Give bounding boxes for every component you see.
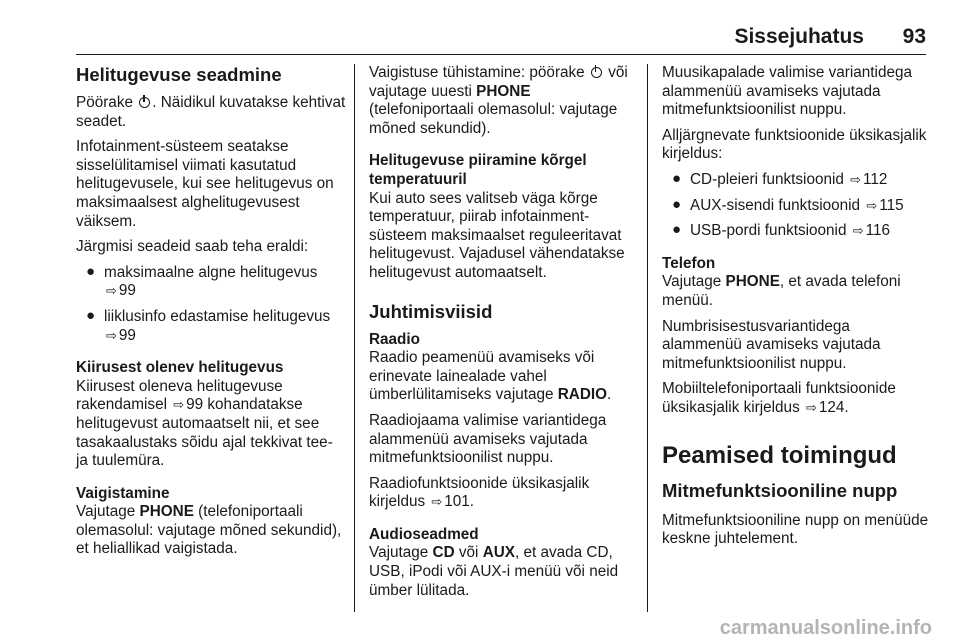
subheading: Audioseadmed — [369, 525, 479, 543]
subheading: Helitugevuse piiramine kõrgel temperatuuril — [369, 152, 587, 188]
paragraph: Infotainment-süsteem seatakse sisselülitamisel viimati kasutatud helitugevusele, kui see helitugevus on maksimaalsest alghelitugevusest väiksem. — [76, 138, 334, 230]
column-divider — [647, 64, 648, 612]
header-rule — [76, 54, 926, 55]
paragraph: Vajutage CD või AUX, et avada CD, USB, iPodi või AUX-i menüü või neid ümber lülitada. — [369, 544, 619, 599]
bullet-icon: ● — [672, 195, 682, 213]
page-ref-icon: ⇨ — [431, 494, 443, 510]
key-label: PHONE — [476, 82, 531, 100]
section-title: Sissejuhatus — [734, 25, 864, 48]
watermark: carmanualsonline.info — [719, 617, 932, 639]
subheading: Vaigistamine — [76, 484, 170, 502]
subheading: Kiirusest olenev helitugevus — [76, 359, 284, 377]
section-heading: Helitugevuse seadmine — [76, 64, 282, 85]
knob-icon — [591, 67, 602, 78]
bullet-list — [76, 264, 346, 345]
page-ref-icon: ⇨ — [866, 197, 878, 213]
paragraph: Järgmisi seadeid saab teha eraldi: — [76, 238, 309, 256]
subheading: Telefon — [662, 254, 716, 272]
key-label: RADIO — [557, 386, 608, 404]
page-ref-icon: ⇨ — [106, 283, 117, 299]
paragraph: Muusikapalade valimise variantidega alammenüü avamiseks vajutada mitmefunktsioonilist nuppu. — [662, 64, 912, 119]
paragraph: Vaigistuse tühistamine: pöörake või vajutage uuesti PHONE (telefoniportaali olemasolul: vajutage mõned sekundid). — [369, 64, 628, 137]
bullet-list — [662, 171, 930, 241]
page-ref[interactable]: 124. — [818, 398, 849, 416]
page-ref-icon: ⇨ — [852, 223, 864, 239]
list-item: ● CD-pleieri funktsioonid ⇨ 112 — [672, 169, 888, 188]
page-ref[interactable]: 101. — [444, 493, 475, 511]
list-item: ● USB-pordi funktsioonid ⇨ 116 — [672, 221, 890, 240]
paragraph: Numbrisisestusvariantidega alammenüü avamiseks vajutada mitmefunktsioonilist nuppu. — [662, 317, 881, 372]
paragraph: Kui auto sees valitseb väga kõrge temperatuur, piirab infotainment-süsteem maksimaalset reguleeritavat helitugevust. Vajadusel vähendatakse helitugevust automaatselt. — [369, 189, 625, 281]
page-ref[interactable]: 99 — [118, 326, 136, 344]
paragraph: Raadio peamenüü avamiseks või erinevate lainealade vahel ümberlülitamiseks vajutage RADIO. — [369, 349, 612, 404]
list-item: ● maksimaalne algne helitugevus ⇨ 99 — [86, 262, 318, 300]
page-ref-icon: ⇨ — [106, 327, 117, 343]
page-ref[interactable]: 99 — [186, 396, 204, 414]
paragraph: Raadiojaama valimise variantidega alammenüü avamiseks vajutada mitmefunktsioonilist nuppu. — [369, 411, 607, 467]
key-label: PHONE — [139, 503, 194, 521]
section-heading: Juhtimisviisid — [369, 300, 493, 322]
key-label: CD — [432, 544, 455, 562]
paragraph: Pöörake . Näidikul kuvatakse kehtivat seadet. — [76, 94, 346, 130]
paragraph: Alljärgnevate funktsioonide üksikasjalik kirjeldus: — [662, 126, 927, 163]
page-ref[interactable]: 116 — [865, 222, 890, 240]
page-number: 93 — [902, 25, 926, 48]
page-ref-icon: ⇨ — [173, 397, 185, 413]
paragraph: Kiirusest oleneva helitugevuse rakendamisel ⇨ 99 kohandatakse helitugevust automaatselt nii, et see tasakaalustaks sõidu ajal tekkivat tee- ja tuulemüra. — [76, 377, 333, 470]
page-ref[interactable]: 115 — [879, 196, 904, 214]
column-2 — [369, 64, 635, 607]
column-divider — [354, 64, 355, 612]
bullet-icon: ● — [672, 221, 682, 239]
page-ref[interactable]: 112 — [863, 170, 888, 188]
page-ref[interactable]: 99 — [118, 282, 136, 300]
column-1 — [76, 64, 346, 566]
paragraph: Mobiiltelefoniportaali funktsioonide üksikasjalik kirjeldus ⇨ 124. — [662, 380, 896, 416]
page-ref-icon: ⇨ — [805, 399, 817, 415]
key-label: PHONE — [725, 273, 780, 291]
page-ref-icon: ⇨ — [850, 171, 862, 187]
paragraph: Mitmefunktsiooniline nupp on menüüde keskne juhtelement. — [662, 511, 929, 548]
section-heading: Mitmefunktsiooniline nupp — [662, 479, 898, 501]
list-item: ● AUX-sisendi funktsioonid ⇨ 115 — [672, 195, 904, 214]
key-label: AUX — [482, 544, 515, 562]
page-header — [76, 0, 926, 56]
paragraph: Vajutage PHONE, et avada telefoni menüü. — [662, 273, 901, 309]
column-3 — [662, 64, 930, 556]
bullet-icon: ● — [672, 169, 682, 187]
bullet-icon: ● — [86, 306, 96, 324]
subheading: Raadio — [369, 330, 420, 348]
bullet-icon: ● — [86, 262, 96, 280]
chapter-heading: Peamised toimingud — [662, 441, 897, 469]
paragraph: Vajutage PHONE (telefoniportaali olemasolul: vajutage mõned sekundid), et heliallikad vaigistada. — [76, 503, 342, 558]
list-item: ● liiklusinfo edastamise helitugevus ⇨ 99 — [86, 306, 331, 344]
paragraph: Raadiofunktsioonide üksikasjalik kirjeldus ⇨ 101. — [369, 474, 590, 511]
knob-icon — [139, 97, 150, 108]
